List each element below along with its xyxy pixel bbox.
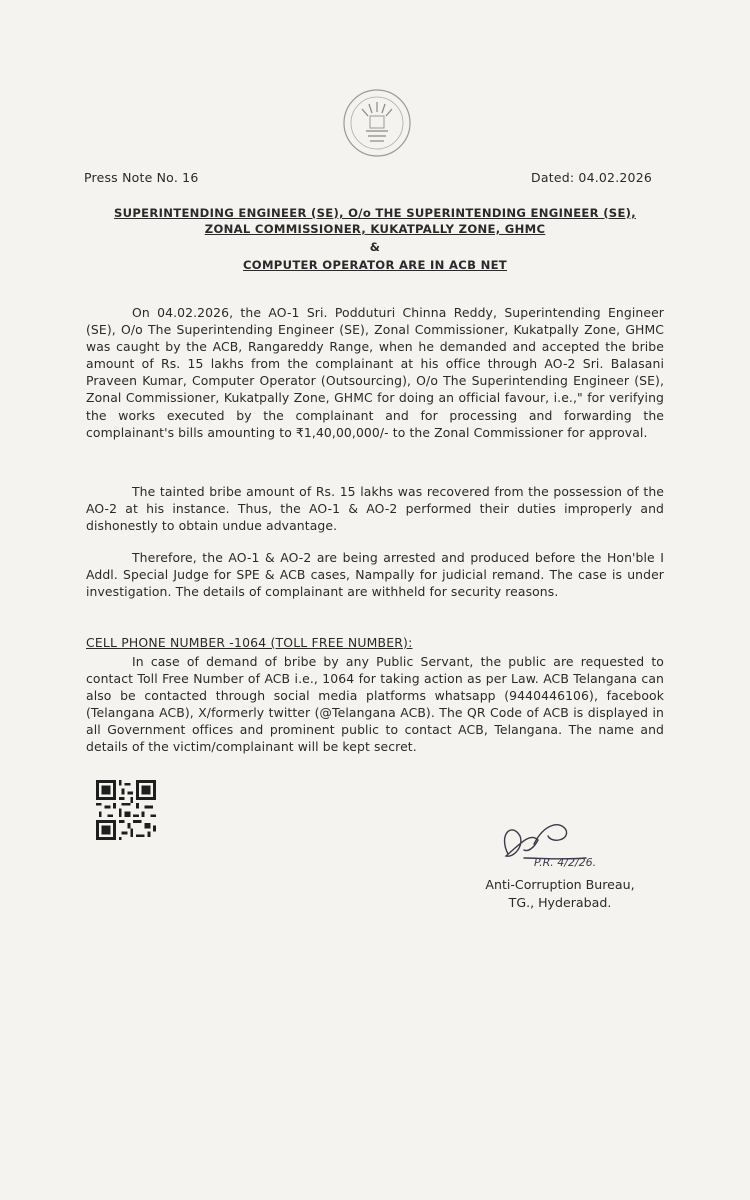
title-ampersand: & [369,240,381,254]
title-line-1 [90,205,660,221]
title-line-3 [90,257,660,273]
press-note-number: Press Note No. 16 [84,170,199,185]
state-emblem-icon [340,86,414,160]
signatory-location: TG., Hyderabad. [508,895,612,910]
body-paragraph-1: On 04.02.2026, the AO-1 Sri. Podduturi Chinna Reddy, Superintending Engineer (SE), O/o The Superintending Engineer (SE), Zonal Commissioner, Kukatpally Zone, GHMC was caught by the ACB, Rangareddy Range, when he demanded and accepted the bribe amount of Rs. 15 lakhs from the complainant at his office through AO-2 Sri. Balasani Praveen Kumar, Computer Operator (Outsourcing), O/o The Superintending Engineer (SE), Zonal Commissioner, Kukatpally Zone, GHMC for doing an official favour, i.e.," for verifying the works executed by the complainant and for processing and forwarding the complainant's bills amounting to ₹1,40,00,000/- to the Zonal Commissioner for approval. [86,305,664,440]
body-paragraph-4: In case of demand of bribe by any Public Servant, the public are requested to contact Toll Free Number of ACB i.e., 1064 for taking action as per Law. ACB Telangana can also be contacted through social media platforms whatsapp (9440446106), facebook (Telangana ACB), X/formerly twitter (@Telangana ACB). The QR Code of ACB is displayed in all Government offices and prominent public to contact ACB, Telangana. The name and details of the victim/complainant will be kept secret. [86,654,664,755]
title-line-1-text: SUPERINTENDING ENGINEER (SE), O/o THE SUPERINTENDING ENGINEER (SE), [114,206,636,220]
title-line-3-text: COMPUTER OPERATOR ARE IN ACB NET [243,258,507,272]
signature-initials: P.R. 4/2/26. [534,856,597,869]
body-paragraph-2: The tainted bribe amount of Rs. 15 lakhs was recovered from the possession of the AO-2 at his instance. Thus, the AO-1 & AO-2 performed their duties improperly and dishonestly to obtain undue advantage. [86,484,664,534]
qr-code-icon [96,780,156,840]
title-line-2-text: ZONAL COMMISSIONER, KUKATPALLY ZONE, GHMC [204,222,546,236]
signature-image [490,814,620,880]
body-paragraph-3: Therefore, the AO-1 & AO-2 are being arrested and produced before the Hon'ble I Addl. Special Judge for SPE & ACB cases, Nampally for judicial remand. The case is under investigation. The details of complainant are withheld for security reasons. [86,550,664,600]
title-line-2 [90,221,660,237]
press-note-date: Dated: 04.02.2026 [531,170,652,185]
cell-phone-heading: CELL PHONE NUMBER -1064 (TOLL FREE NUMBER): [86,635,413,650]
signatory-organization: Anti-Corruption Bureau, [485,877,635,892]
